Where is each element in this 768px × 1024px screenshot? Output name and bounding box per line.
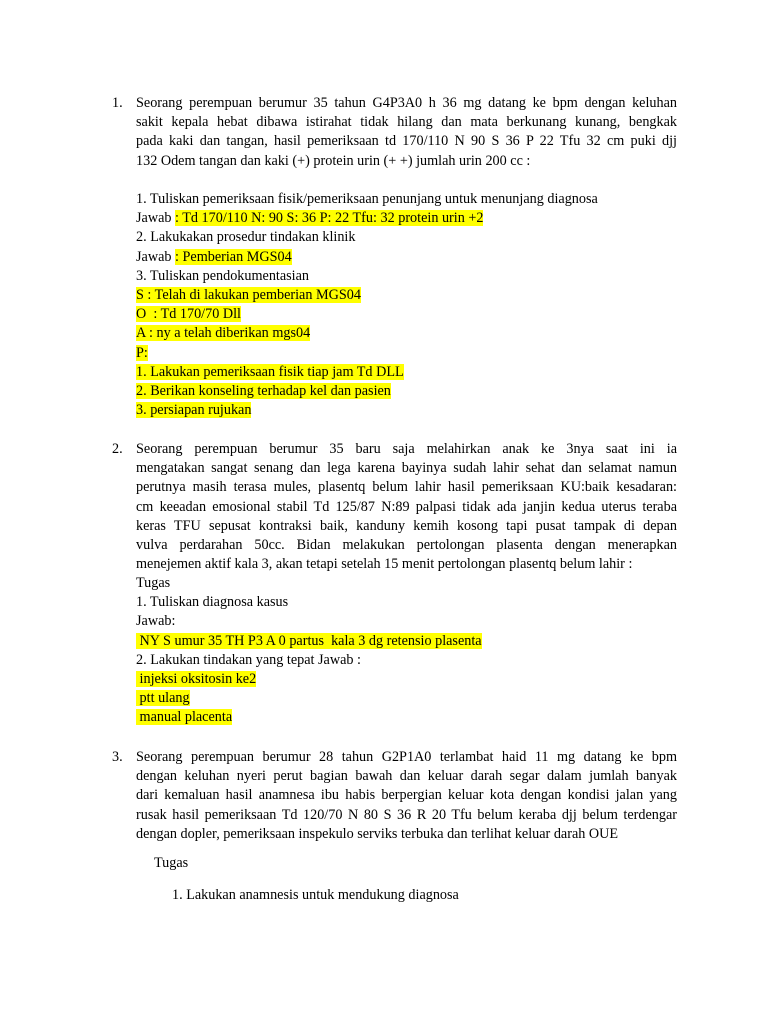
q2-tugas-heading: Tugas: [136, 575, 171, 591]
q2-line: perutnya masih terasa mules, plasentq belum lahir hasil pemeriksaan KU:baik kesadaran:: [136, 479, 677, 496]
q3-line: rusak hasil pemeriksaan Td 120/70 N 80 S 36 R 20 Tfu belum keraba djj belum terdengar: [136, 806, 677, 823]
q3-task-1: 1. Lakukan anamnesis untuk mendukung diagnosa: [172, 887, 459, 903]
soap-line: [136, 324, 677, 343]
q3-tugas-heading: Tugas: [154, 855, 189, 871]
q1-answer-1: [136, 209, 677, 228]
q2-answer-2-item: [136, 689, 677, 708]
q2-line: Seorang perempuan berumur 35 baru saja melahirkan anak ke 3nya saat ini ia: [136, 441, 677, 457]
q2-line: keras TFU sepusat kontraksi baik, kanduny kemih kosong tapi pusat tampak di depan: [136, 517, 677, 534]
q1-line: pada kaki dan tangan, hasil pemeriksaan td 170/110 N 90 S 36 P 22 Tfu 32 cm puki djj: [136, 133, 677, 150]
highlighted-text: 1. Lakukan pemeriksaan fisik tiap jam Td DLL: [136, 363, 404, 380]
highlighted-text: O : Td 170/70 Dll: [136, 306, 241, 323]
q1-answer-2: [136, 248, 677, 267]
q3-line: dengan keluhan nyeri perut bagian bawah dan keluar darah segar dalam jumlah banyak: [136, 768, 677, 785]
soap-line: [136, 401, 677, 420]
q3-number: 3.: [112, 749, 123, 765]
soap-line: [136, 305, 677, 324]
q3-case-text: [136, 748, 677, 844]
q1-line: sakit kepala hebat dibawa istirahat tidak hilang dan mata berkunang kunang, bengkak: [136, 114, 677, 131]
q2-task-1: 1. Tuliskan diagnosa kasus: [136, 594, 289, 611]
q1-task-2: 2. Lakukakan prosedur tindakan klinik: [136, 229, 356, 246]
q2-line: mengatakan sangat senang dan lega karena bayinya sudah lahir sehat dan selamat namun: [136, 460, 677, 477]
highlighted-text: ptt ulang: [136, 690, 190, 707]
highlighted-answer: : Pemberian MGS04: [175, 248, 292, 265]
q2-answer-2-item: [136, 670, 677, 689]
highlighted-text: A : ny a telah diberikan mgs04: [136, 325, 311, 342]
q1-line: Seorang perempuan berumur 35 tahun G4P3A0 h 36 mg datang ke bpm dengan keluhan: [136, 95, 677, 111]
q2-number: 2.: [112, 441, 123, 457]
q2-line: cm keeadan emosional stabil Td 125/87 N:89 palpasi tidak ada janjin kedua uterus teraba: [136, 498, 677, 515]
q2-line: vulva perdarahan 50cc. Bidan melakukan pertolongan plasenta dengan menerapkan: [136, 537, 677, 554]
q2-tasks: [136, 574, 677, 728]
highlighted-text: 3. persiapan rujukan: [136, 402, 252, 419]
highlighted-text: P:: [136, 344, 148, 361]
q1-number: 1.: [112, 95, 123, 111]
q3-line: Seorang perempuan berumur 28 tahun G2P1A0 terlambat haid 11 mg datang ke bpm: [136, 749, 677, 765]
q3-line: dengan dopler, pemeriksaan inspekulo serviks terbuka dan terlihat keluar darah OUE: [136, 825, 619, 842]
q2-task-2: 2. Lakukan tindakan yang tepat Jawab :: [136, 651, 361, 668]
highlighted-text: S : Telah di lakukan pemberian MGS04: [136, 287, 361, 304]
highlighted-answer: : Td 170/110 N: 90 S: 36 P: 22 Tfu: 32 protein urin +2: [175, 210, 484, 227]
q2-jawab: Jawab:: [136, 613, 176, 630]
soap-line: [136, 286, 677, 305]
q2-case-text: [136, 440, 677, 574]
highlighted-text: NY S umur 35 TH P3 A 0 partus kala 3 dg retensio plasenta: [136, 632, 482, 649]
soap-line: [136, 363, 677, 382]
q1-case-text: [136, 94, 677, 171]
highlighted-text: injeksi oksitosin ke2: [136, 671, 257, 688]
q1-tasks: [136, 190, 677, 420]
q2-line: menejemen aktif kala 3, akan tetapi setelah 15 menit pertolongan plasentq belum lahir :: [136, 556, 633, 573]
answer-label: Jawab: [136, 248, 176, 265]
answer-label: Jawab: [136, 210, 176, 227]
soap-line: [136, 382, 677, 401]
q2-answer-2-item: [136, 708, 677, 727]
q1-task-3: 3. Tuliskan pendokumentasian: [136, 267, 310, 284]
q1-line: 132 Odem tangan dan kaki (+) protein urin (+ +) jumlah urin 200 cc :: [136, 152, 531, 169]
q2-answer-1: [136, 632, 677, 651]
q1-task-1: 1. Tuliskan pemeriksaan fisik/pemeriksaan penunjang untuk menunjang diagnosa: [136, 191, 598, 207]
q3-line: dari kemaluan hasil anamnesa ibu habis berpergian keluar kota dengan kondisi jalan yang: [136, 787, 677, 804]
highlighted-text: 2. Berikan konseling terhadap kel dan pasien: [136, 383, 391, 400]
soap-line: [136, 344, 677, 363]
highlighted-text: manual placenta: [136, 709, 233, 726]
